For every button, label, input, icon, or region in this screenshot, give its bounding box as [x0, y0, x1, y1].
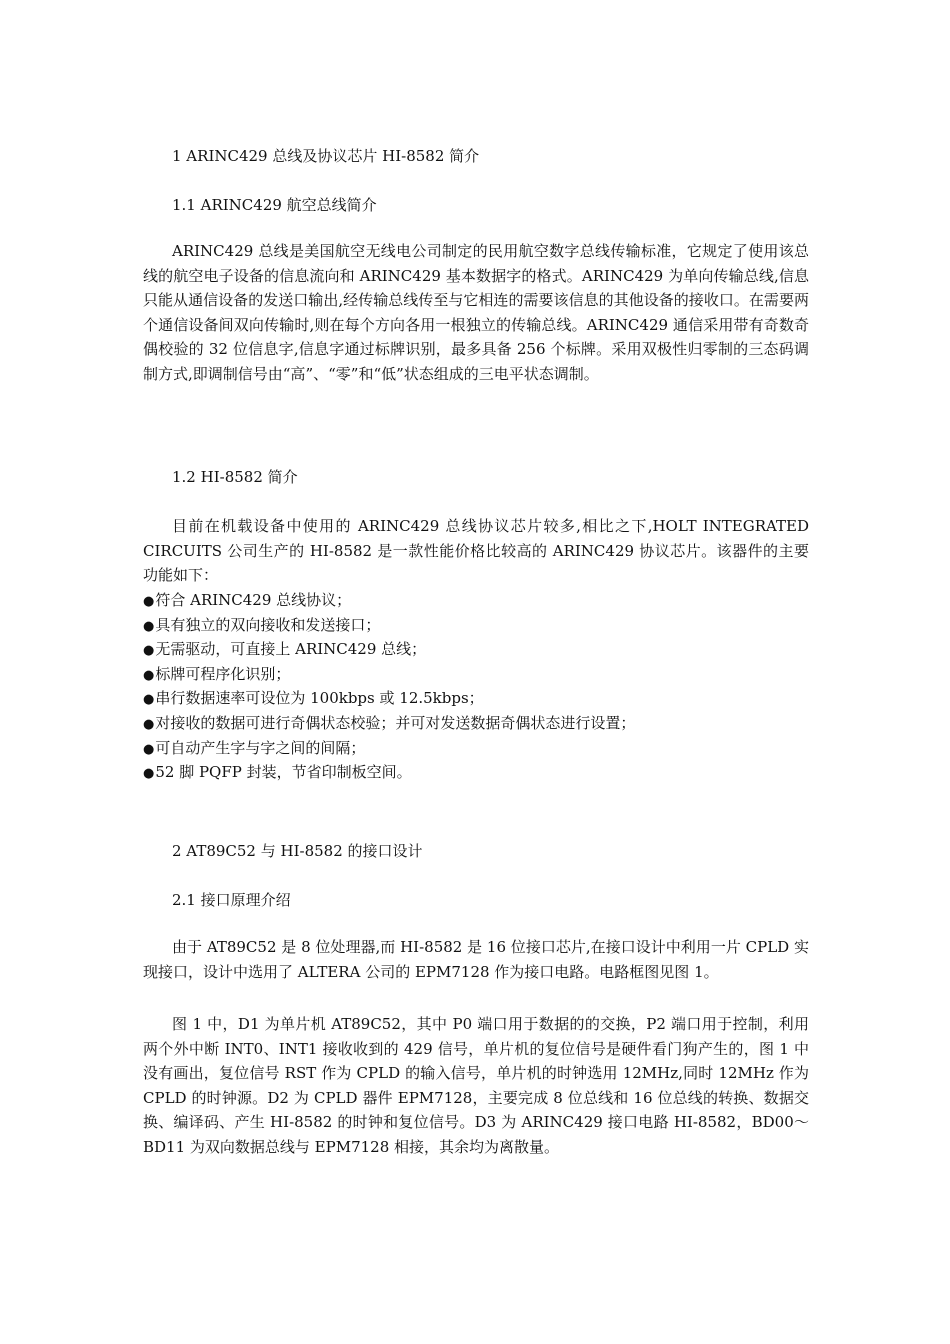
bullet-icon: ● — [143, 741, 155, 757]
section-2-1-heading: 2.1 接口原理介绍 — [172, 891, 291, 909]
section-1-1-heading: 1.1 ARINC429 航空总线简介 — [172, 196, 377, 214]
list-item: ●52 脚 PQFP 封装，节省印制板空间。 — [143, 763, 412, 782]
list-item: ●标牌可程序化识别； — [143, 664, 291, 683]
bullet-icon: ● — [143, 618, 155, 634]
paragraph-figure-1-description: 图 1 中，D1 为单片机 AT89C52，其中 P0 端口用于数据的的交换，P2 端口用于控制，利用两个外中断 INT0、INT1 接收收到的 429 信号，单片机的复位信号是硬件看门狗产生的，图 1 中没有画出，复位信号 RST 作为 CPLD 的输入信号，单片机的时钟选用 12MHz,同时 12MHz 作为 CPLD 的时钟源。D2 为 CPLD 器件 EPM7128，主要完成 8 位总线和 16 位总线的转换、数据交换、编译码、产生 HI-8582 的时钟和复位信号。D3 为 ARINC429 接口电路 HI-8582，BD00～BD11 为双向数据总线与 EPM7128 相接，其余均为离散量。 — [143, 1015, 809, 1156]
list-item: ●无需驱动，可直接上 ARINC429 总线； — [143, 640, 427, 659]
list-item: ●具有独立的双向接收和发送接口； — [143, 615, 381, 634]
bullet-icon: ● — [143, 667, 155, 683]
list-item: ●可自动产生字与字之间的间隔； — [143, 738, 366, 757]
paragraph-hi8582-intro: 目前在机载设备中使用的 ARINC429 总线协议芯片较多,相比之下,HOLT INTEGRATED CIRCUITS 公司生产的 HI-8582 是一款性能价格比较高的 ARINC429 协议芯片。该器件的主要功能如下： — [143, 517, 809, 585]
section-1-2-heading: 1.2 HI-8582 简介 — [172, 468, 298, 486]
paragraph-interface-design: 由于 AT89C52 是 8 位处理器,而 HI-8582 是 16 位接口芯片,在接口设计中利用一片 CPLD 实现接口，设计中选用了 ALTERA 公司的 EPM7128 作为接口电路。电路框图见图 1。 — [143, 938, 809, 981]
section-1-heading: 1 ARINC429 总线及协议芯片 HI-8582 简介 — [172, 147, 480, 165]
section-2-heading: 2 AT89C52 与 HI-8582 的接口设计 — [172, 842, 423, 860]
bullet-icon: ● — [143, 716, 155, 732]
paragraph-arinc429-intro: ARINC429 总线是美国航空无线电公司制定的民用航空数字总线传输标准，它规定了使用该总线的航空电子设备的信息流向和 ARINC429 基本数据字的格式。ARINC429 为单向传输总线,信息只能从通信设备的发送口输出,经传输总线传至与它相连的需要该信息的其他设备的接收口。在需要两个通信设备间双向传输时,则在每个方向各用一根独立的传输总线。ARINC429 通信采用带有奇数奇偶校验的 32 位信息字,信息字通过标牌识别，最多具备 256 个标牌。采用双极性归零制的三态码调制方式,即调制信号由“高”、“零”和“低”状态组成的三电平状态调制。 — [143, 242, 809, 383]
bullet-icon: ● — [143, 692, 155, 708]
list-item: ●串行数据速率可设位为 100kbps 或 12.5kbps； — [143, 689, 484, 708]
list-item: ●符合 ARINC429 总线协议； — [143, 591, 352, 609]
bullet-icon: ● — [143, 766, 155, 782]
list-item: ●对接收的数据可进行奇偶状态校验；并可对发送数据奇偶状态进行设置； — [143, 713, 636, 732]
feature-list — [143, 588, 635, 785]
bullet-icon: ● — [143, 594, 155, 609]
bullet-icon: ● — [143, 643, 155, 659]
